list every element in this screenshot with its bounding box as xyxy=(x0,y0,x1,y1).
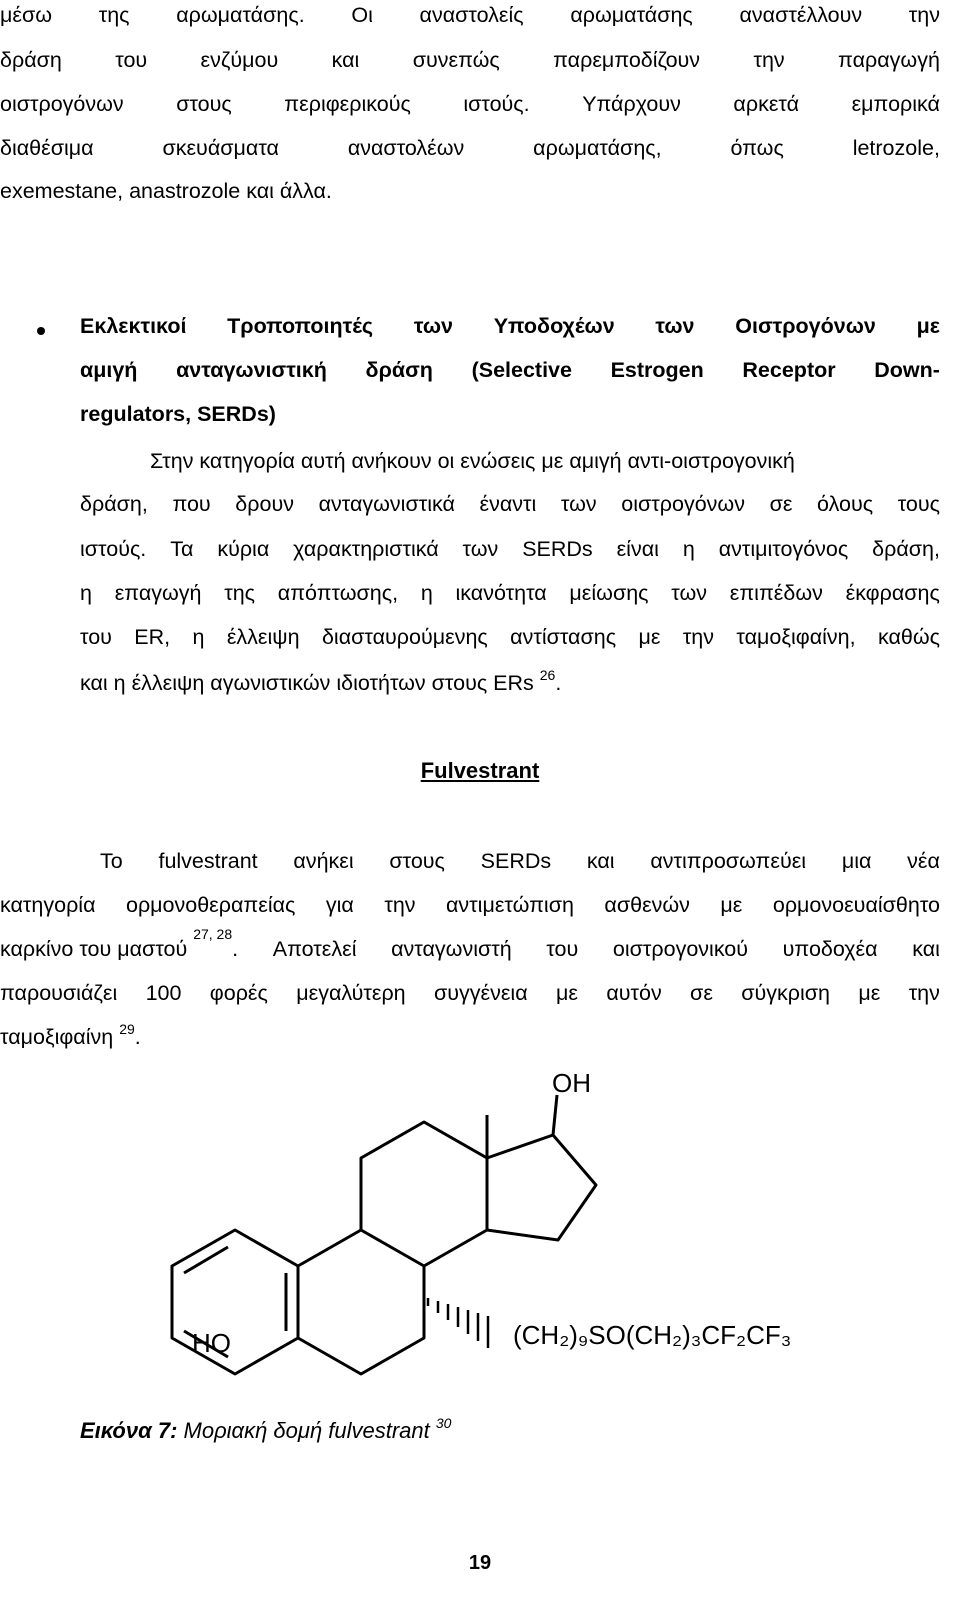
text-line xyxy=(80,578,940,608)
word: έναντι xyxy=(479,492,537,516)
word: αναστολέων xyxy=(347,136,465,160)
page-number: 19 xyxy=(468,1552,492,1574)
word: μέσω xyxy=(0,3,53,27)
hashed-wedge xyxy=(428,1298,488,1348)
word: ασθενών xyxy=(604,893,690,917)
word: ιστούς. xyxy=(463,92,530,116)
oh-label: OH xyxy=(552,1068,591,1098)
word: με xyxy=(555,981,578,1005)
word: έκφρασης xyxy=(845,581,940,605)
citation: 27, 28 xyxy=(193,926,233,942)
word: και xyxy=(912,937,940,961)
word: σκευάσματα xyxy=(162,136,279,160)
word: των xyxy=(462,537,499,561)
caption-text: Μοριακή δομή fulvestrant xyxy=(177,1418,436,1443)
word: οιστρογόνων xyxy=(0,92,124,116)
word: του xyxy=(546,937,579,961)
word: στους xyxy=(176,92,232,116)
word: Receptor xyxy=(742,358,836,382)
word: σε xyxy=(769,492,793,516)
word: επιπέδων xyxy=(729,581,823,605)
word: υποδοχέα xyxy=(782,937,878,961)
word: η xyxy=(192,625,205,649)
word: Οι xyxy=(351,3,373,27)
word: των xyxy=(413,314,453,338)
word: κατηγορία xyxy=(0,893,96,917)
word: παραγωγή xyxy=(838,48,940,72)
word: των xyxy=(671,581,708,605)
word: αμιγή xyxy=(80,358,138,382)
word: του xyxy=(80,625,112,649)
word: (Selective xyxy=(471,358,572,382)
text-span: και η έλλειψη αγωνιστικών ιδιοτήτων στους ERs xyxy=(80,671,540,695)
word: Υπάρχουν xyxy=(582,92,681,116)
word: συγγένεια xyxy=(433,981,528,1005)
word: αρκετά xyxy=(733,92,800,116)
word: αναστέλλουν xyxy=(739,3,863,27)
word: Αποτελεί xyxy=(272,937,357,961)
word: δρουν xyxy=(235,492,294,516)
text-line: exemestane, anastrozole και άλλα. xyxy=(0,179,332,203)
word: που xyxy=(172,492,211,516)
word: αναστολείς xyxy=(419,3,524,27)
word: ταμοξιφαίνη, xyxy=(736,625,856,649)
word: την xyxy=(384,893,416,917)
word: Το xyxy=(100,849,123,873)
word: σε xyxy=(690,981,713,1005)
word: των xyxy=(560,492,597,516)
word: ανήκει xyxy=(293,849,354,873)
word: letrozole, xyxy=(852,136,940,160)
word: για xyxy=(325,893,354,917)
word: απόπτωσης, xyxy=(277,581,399,605)
text-line xyxy=(0,926,940,964)
fulvestrant-heading: Fulvestrant xyxy=(420,758,540,783)
side-chain-label: (CH₂)₉SO(CH₂)₃CF₂CF₃ xyxy=(513,1320,792,1350)
word: τους xyxy=(897,492,940,516)
word: εμπορικά xyxy=(851,92,940,116)
text-line xyxy=(0,133,940,163)
text-span: . xyxy=(555,671,562,695)
word: Down- xyxy=(874,358,940,382)
text-line xyxy=(100,846,940,876)
text-span: ταμοξιφαίνη xyxy=(0,1025,120,1049)
word: χαρακτηριστικά xyxy=(293,537,439,561)
word: μια xyxy=(841,849,872,873)
word: Estrogen xyxy=(610,358,704,382)
word: όλους xyxy=(817,492,874,516)
word: και xyxy=(331,48,360,72)
word: αρωματάσης, xyxy=(533,136,662,160)
word: με xyxy=(916,314,940,338)
word: μεγαλύτερη xyxy=(296,981,406,1005)
word: της xyxy=(98,3,130,27)
word: ορμονοευαίσθητο xyxy=(772,893,940,917)
word: Τα xyxy=(170,537,194,561)
word: SERDs xyxy=(480,849,552,873)
word: την xyxy=(908,981,940,1005)
section-title-line xyxy=(80,355,940,385)
bullet-icon xyxy=(37,327,45,335)
word: δράση xyxy=(0,48,62,72)
text-line xyxy=(0,890,940,920)
citation: 29 xyxy=(119,1021,135,1037)
text-span: καρκίνο του μαστού xyxy=(0,937,194,961)
word: αυτόν xyxy=(606,981,662,1005)
word: όπως xyxy=(730,136,784,160)
text-line: Στην κατηγορία αυτή ανήκουν οι ενώσεις με αμιγή αντι-οιστρογονική xyxy=(150,449,795,473)
word: έλλειψη xyxy=(226,625,300,649)
word: παρεμποδίζουν xyxy=(553,48,701,72)
word: περιφερικούς xyxy=(284,92,411,116)
citation: 26 xyxy=(539,667,556,683)
word: αντίστασης xyxy=(510,625,617,649)
word: ανταγωνιστή xyxy=(391,937,512,961)
word: ER, xyxy=(134,625,171,649)
word: η xyxy=(682,537,695,561)
word: με xyxy=(858,981,881,1005)
word: νέα xyxy=(907,849,940,873)
ho-label: HO xyxy=(192,1328,231,1358)
word: του xyxy=(115,48,148,72)
word: δράση xyxy=(365,358,433,382)
word: ικανότητα xyxy=(455,581,547,605)
word: δράση, xyxy=(80,492,148,516)
word: SERDs xyxy=(522,537,593,561)
word: με xyxy=(720,893,743,917)
word: Υποδοχέων xyxy=(493,314,615,338)
word: αντιμετώπιση xyxy=(446,893,574,917)
word: ανταγωνιστικά xyxy=(318,492,455,516)
word: ενζύμου xyxy=(200,48,279,72)
word: 100 xyxy=(145,981,182,1005)
word: διασταυρούμενης xyxy=(321,625,488,649)
word: την xyxy=(753,48,785,72)
caption-label: Εικόνα 7: xyxy=(80,1418,178,1443)
word: την xyxy=(908,3,940,27)
word: η xyxy=(420,581,433,605)
word: Οιστρογόνων xyxy=(735,314,876,338)
section-title-line xyxy=(80,311,940,341)
text-line xyxy=(0,1022,940,1052)
text-line xyxy=(0,978,940,1008)
citation: 30 xyxy=(435,1415,452,1431)
word: αντιμιτογόνος xyxy=(718,537,849,561)
text-line xyxy=(80,534,940,564)
word: αρωματάσης xyxy=(570,3,693,27)
word: και xyxy=(586,849,615,873)
section-title-line: regulators, SERDs) xyxy=(80,402,276,426)
word: . xyxy=(232,937,239,961)
word: συνεπώς xyxy=(412,48,500,72)
word: παρουσιάζει xyxy=(0,981,118,1005)
word: επαγωγή xyxy=(114,581,202,605)
word: Τροποποιητές xyxy=(227,314,374,338)
word: οιστρογονικού xyxy=(612,937,749,961)
text-span xyxy=(232,934,940,964)
word: αντιπροσωπεύει xyxy=(650,849,807,873)
text-line xyxy=(80,489,940,519)
word: σύγκριση xyxy=(741,981,831,1005)
word: ιστούς. xyxy=(80,537,147,561)
word: κύρια xyxy=(217,537,270,561)
word: καθώς xyxy=(877,625,940,649)
word: των xyxy=(655,314,695,338)
text-line xyxy=(0,45,940,75)
text-line xyxy=(0,89,940,119)
fulvestrant-structure xyxy=(0,1060,960,1400)
text-line xyxy=(0,0,940,30)
word: είναι xyxy=(616,537,659,561)
word: η xyxy=(80,581,92,605)
word: fulvestrant xyxy=(158,849,258,873)
word: δράση, xyxy=(872,537,940,561)
word: Εκλεκτικοί xyxy=(80,314,187,338)
word: στους xyxy=(389,849,445,873)
word: διαθέσιμα xyxy=(0,136,94,160)
word: φορές xyxy=(209,981,268,1005)
word: αρωματάσης. xyxy=(176,3,305,27)
text-line xyxy=(80,668,940,698)
text-span: . xyxy=(134,1025,141,1049)
word: οιστρογόνων xyxy=(621,492,745,516)
word: την xyxy=(682,625,715,649)
word: ανταγωνιστική xyxy=(176,358,327,382)
word: ορμονοθεραπείας xyxy=(125,893,296,917)
figure-caption xyxy=(80,1416,451,1446)
word: με xyxy=(638,625,661,649)
word: μείωσης xyxy=(569,581,649,605)
text-line xyxy=(80,622,940,652)
word: της xyxy=(224,581,256,605)
